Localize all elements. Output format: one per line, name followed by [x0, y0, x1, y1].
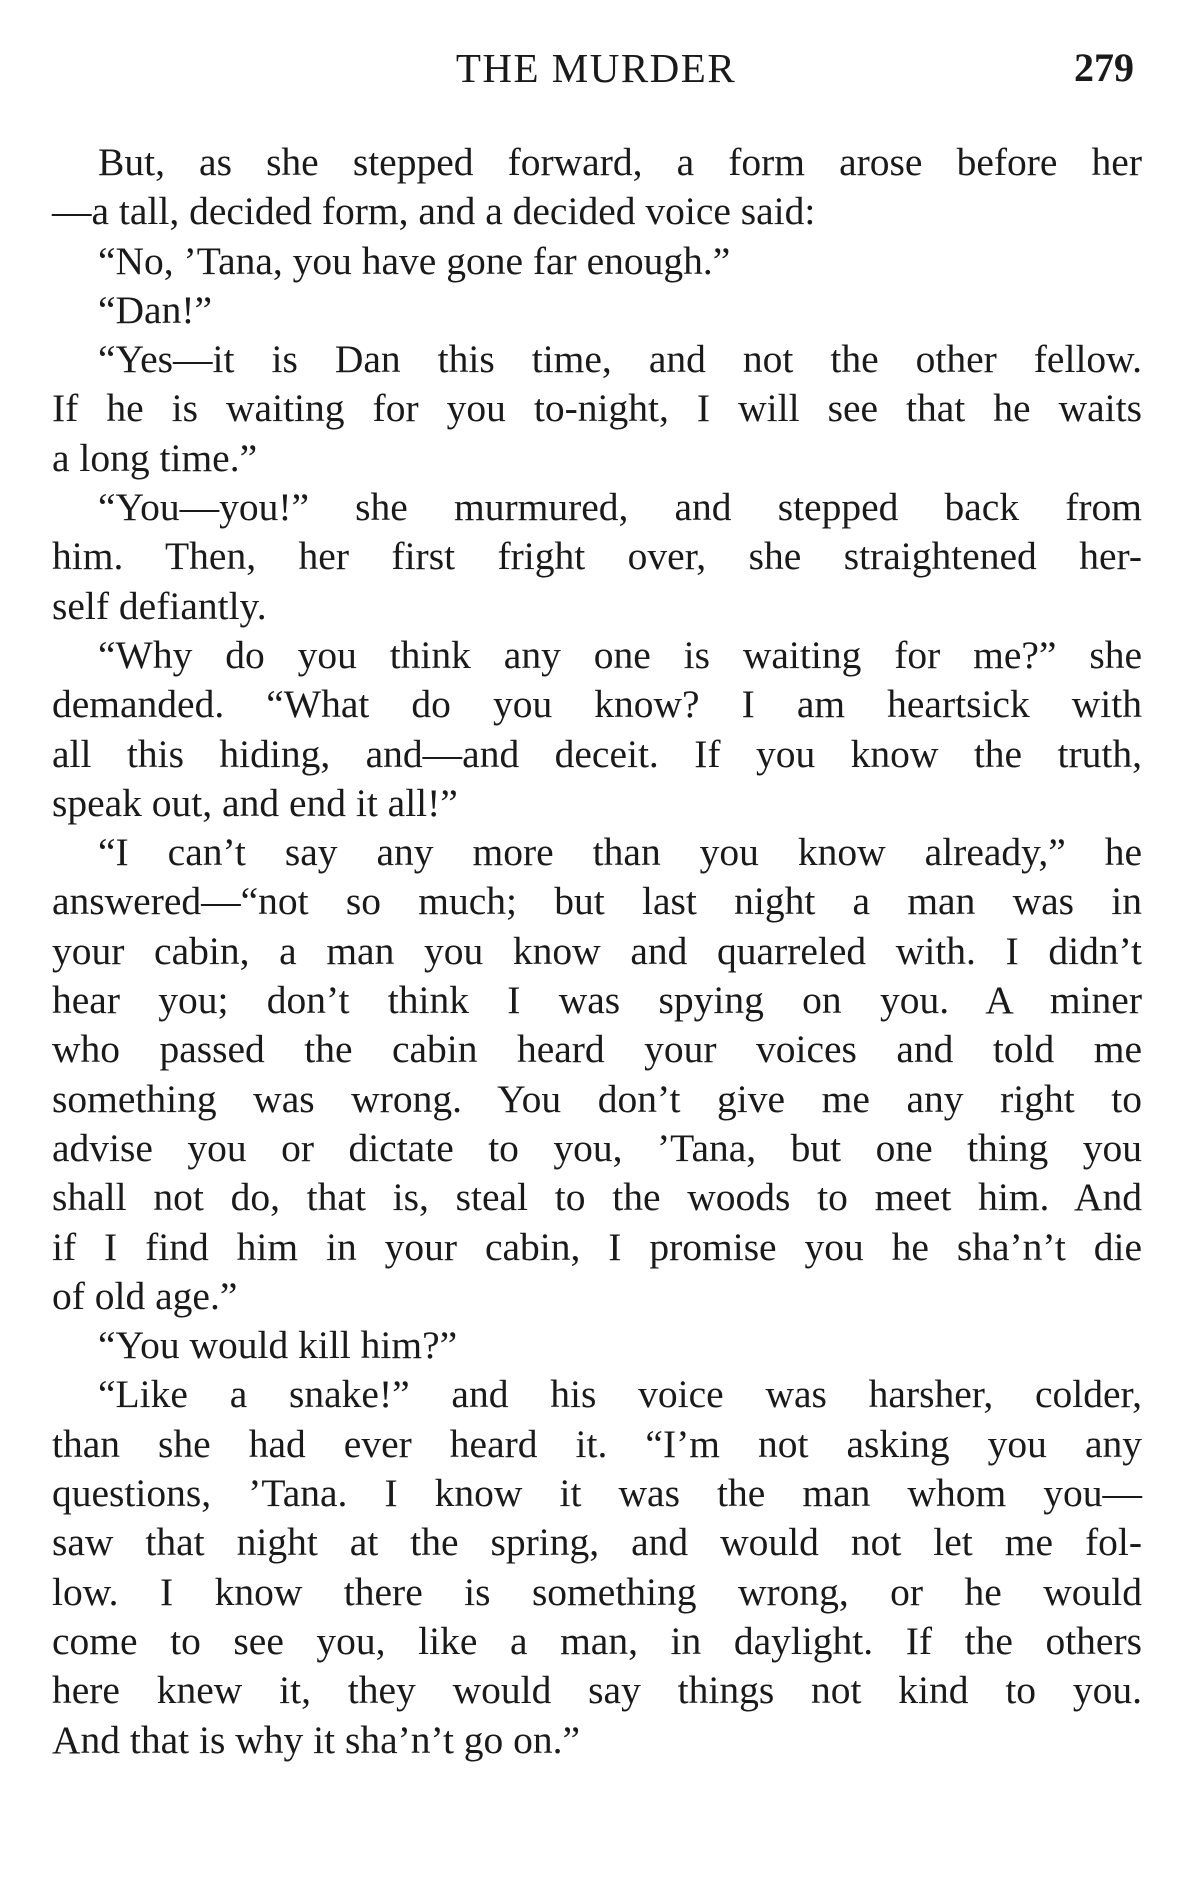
text-line: your cabin, a man you know and quarreled with. I didn’t — [52, 928, 1142, 973]
text-line: And that is why it sha’n’t go on.” — [52, 1717, 581, 1762]
paragraph — [52, 483, 1142, 631]
text-line: hear you; don’t think I was spying on you. A miner — [52, 978, 1142, 1023]
text-line: But, as she stepped forward, a form arose before her — [98, 140, 1142, 184]
text-line: here knew it, they would say things not kind to you. — [52, 1668, 1142, 1713]
paragraph — [52, 138, 1142, 237]
paragraph — [52, 828, 1142, 1321]
text-line: who passed the cabin heard your voices and told me — [52, 1027, 1142, 1072]
text-line: self defiantly. — [52, 583, 267, 628]
text-line: come to see you, like a man, in daylight. If the others — [52, 1618, 1142, 1663]
running-head — [52, 40, 1140, 96]
body-text — [52, 138, 1142, 1765]
text-line: than she had ever heard it. “I’m not asking you any — [52, 1421, 1142, 1466]
text-line: If he is waiting for you to-night, I will see that he waits — [52, 386, 1142, 431]
text-line: all this hiding, and—and deceit. If you know the truth, — [52, 731, 1142, 776]
text-line: him. Then, her first fright over, she straightened her- — [52, 534, 1142, 579]
text-line: low. I know there is something wrong, or he would — [52, 1569, 1142, 1614]
text-line: of old age.” — [52, 1273, 238, 1318]
text-line: “I can’t say any more than you know already,” he — [98, 830, 1142, 875]
text-line: speak out, and end it all!” — [52, 780, 458, 825]
text-line: “No, ’Tana, you have gone far enough.” — [98, 238, 731, 283]
text-line: something was wrong. You don’t give me any right to — [52, 1076, 1142, 1121]
text-line: “Like a snake!” and his voice was harsher, colder, — [98, 1372, 1142, 1417]
paragraph — [52, 1321, 1142, 1370]
text-line: “Yes—it is Dan this time, and not the other fellow. — [98, 337, 1142, 382]
paragraph — [52, 1370, 1142, 1764]
text-line: “Why do you think any one is waiting for me?” she — [98, 632, 1142, 677]
running-title: THE MURDER — [455, 45, 737, 91]
paragraph — [52, 631, 1142, 828]
page-number: 279 — [1074, 45, 1134, 90]
text-line: demanded. “What do you know? I am heartsick with — [52, 682, 1142, 727]
text-line: —a tall, decided form, and a decided voice said: — [52, 189, 816, 234]
paragraph — [52, 286, 1142, 335]
text-line: questions, ’Tana. I know it was the man whom you— — [52, 1471, 1142, 1516]
text-line: if I find him in your cabin, I promise you he sha’n’t die — [52, 1224, 1142, 1269]
text-line: advise you or dictate to you, ’Tana, but one thing you — [52, 1125, 1142, 1170]
text-line: saw that night at the spring, and would not let me fol- — [52, 1520, 1142, 1565]
text-line: shall not do, that is, steal to the woods to meet him. And — [52, 1175, 1142, 1220]
text-line: a long time.” — [52, 435, 258, 480]
paragraph — [52, 335, 1142, 483]
text-line: “You would kill him?” — [98, 1323, 458, 1368]
paragraph — [52, 237, 1142, 286]
text-line: answered—“not so much; but last night a man was in — [52, 879, 1142, 924]
text-line: “You—you!” she murmured, and stepped back from — [98, 485, 1142, 530]
text-line: “Dan!” — [98, 287, 213, 332]
